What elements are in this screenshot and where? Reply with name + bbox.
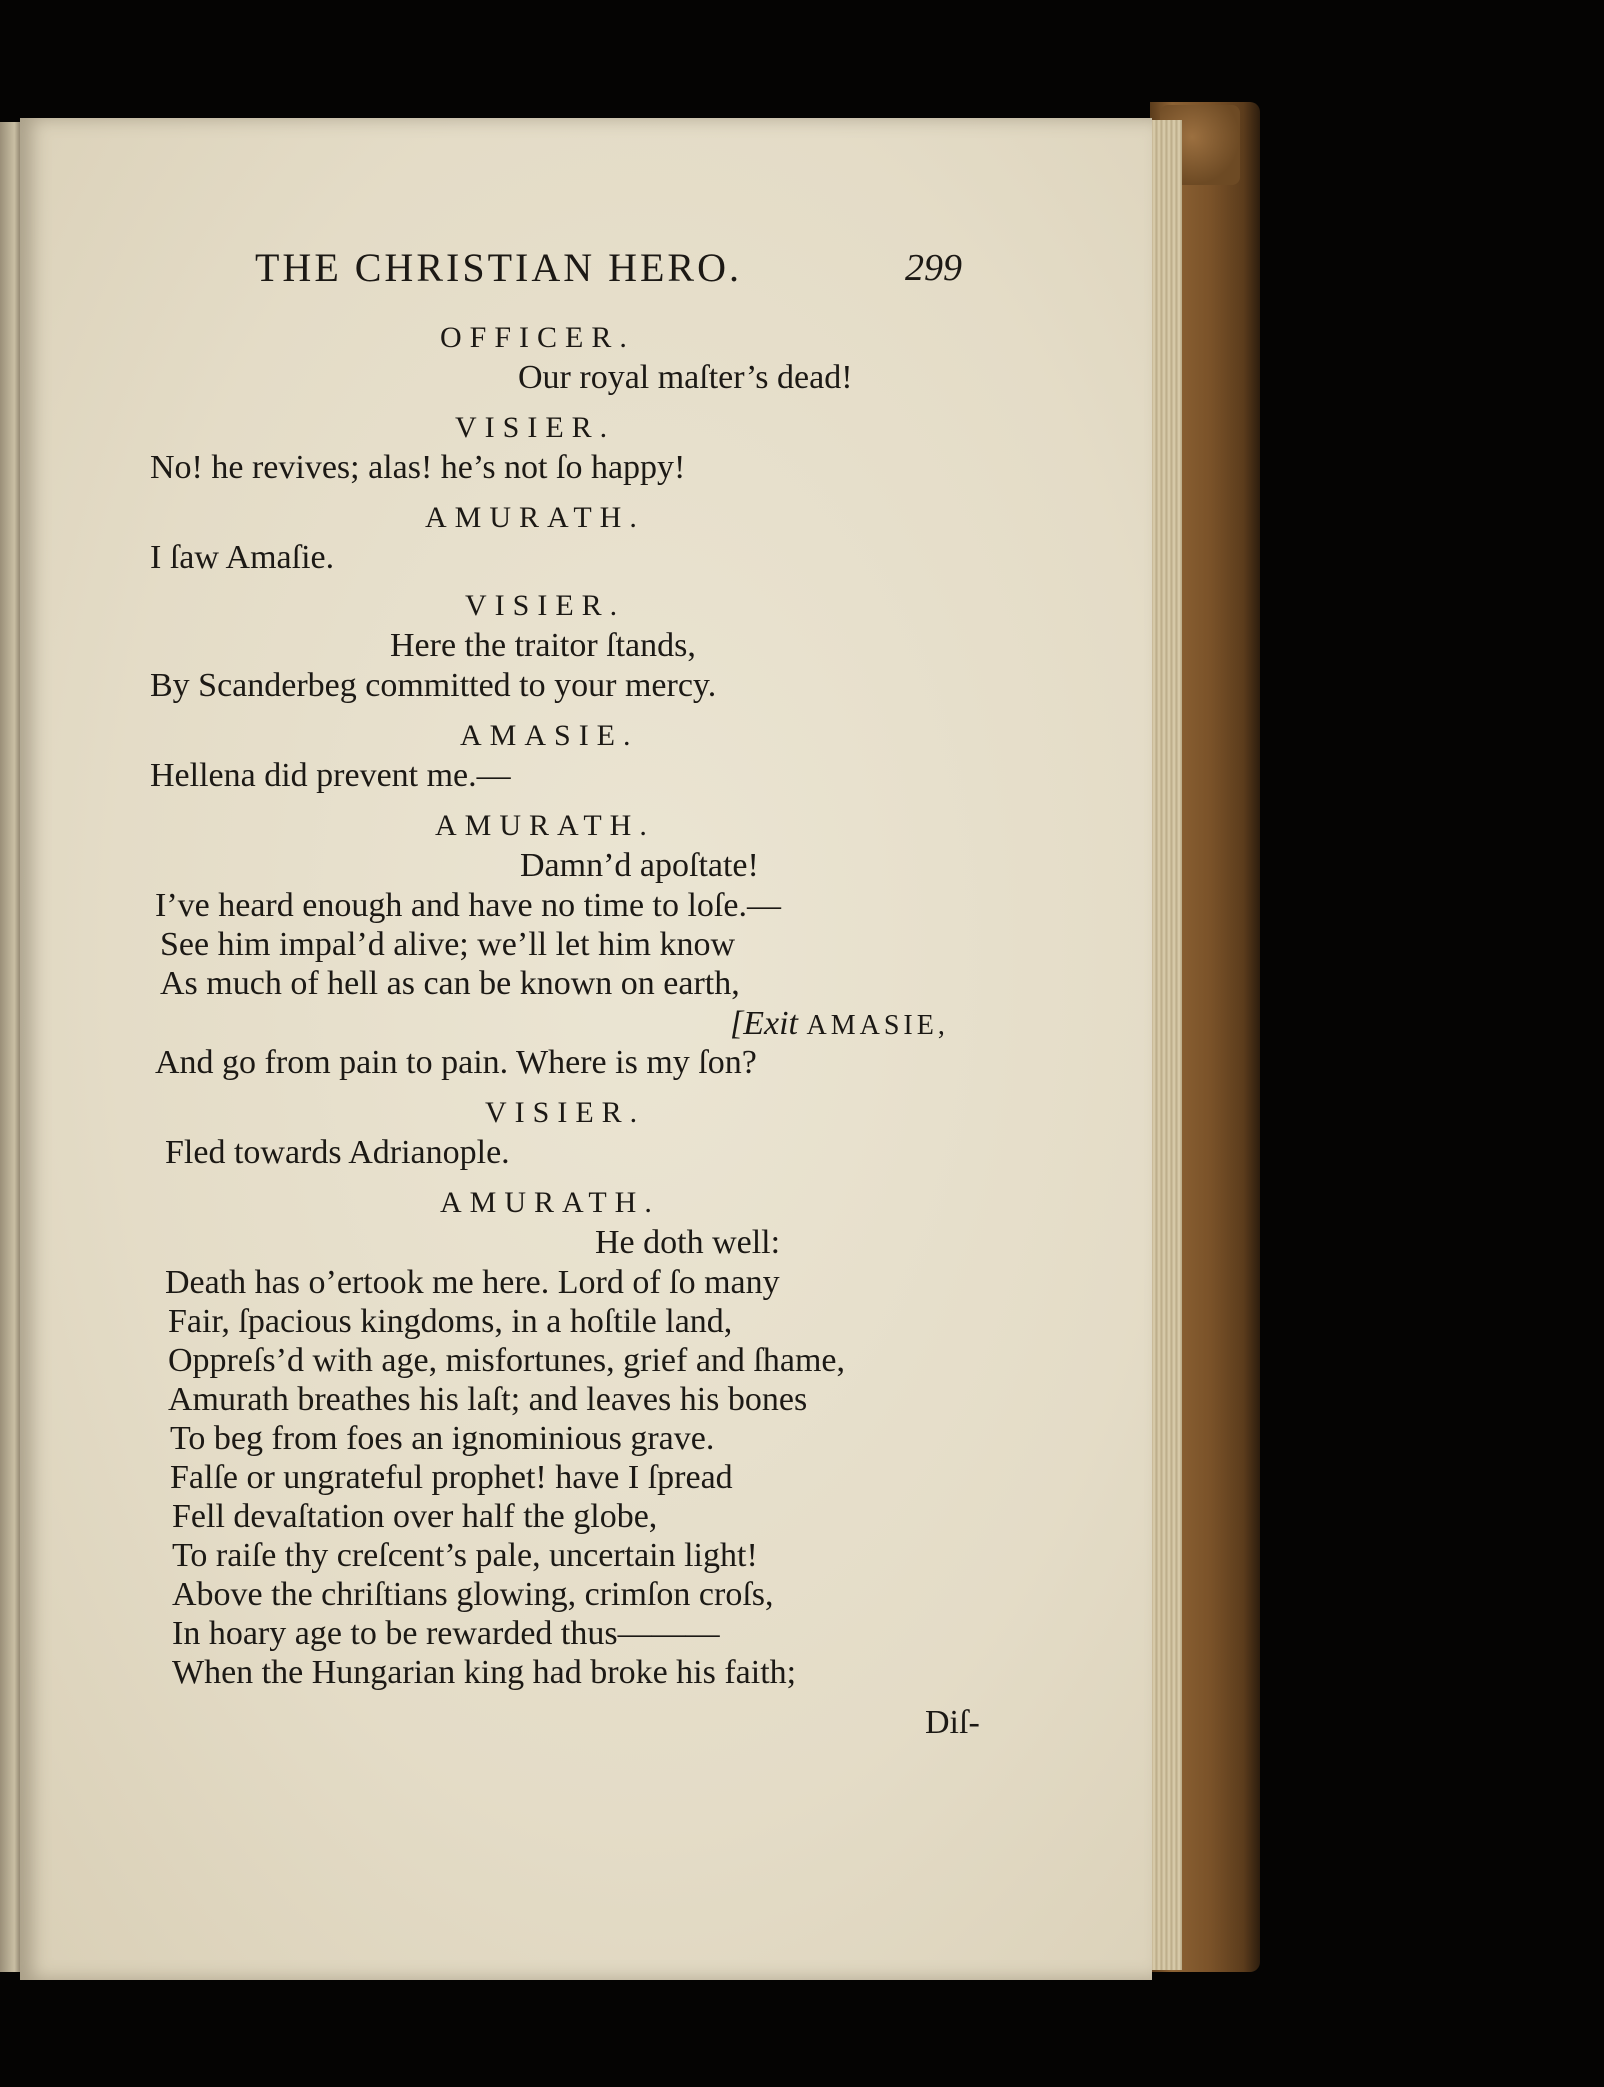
verse-line: To beg from foes an ignominious grave. — [170, 1420, 715, 1457]
running-title: THE CHRISTIAN HERO. — [255, 245, 742, 290]
verse-line: He doth well: — [595, 1224, 781, 1261]
stage-direction — [730, 1004, 949, 1046]
stage-direction-exit: [Exit — [730, 1005, 798, 1042]
verse-line: I’ve heard enough and have no time to loſe.— — [155, 887, 781, 924]
verse-line: Fair, ſpacious kingdoms, in a hoſtile land, — [168, 1303, 733, 1340]
verse-line: No! he revives; alas! he’s not ſo happy! — [150, 449, 686, 486]
verse-line: Hellena did prevent me.— — [150, 757, 511, 794]
verse-line: In hoary age to be rewarded thus——— — [172, 1615, 720, 1652]
verse-line: Amurath breathes his laſt; and leaves his bones — [168, 1381, 808, 1418]
verse-line: Fled towards Adrianople. — [165, 1134, 510, 1171]
verse-line: Our royal maſter’s dead! — [518, 359, 853, 396]
speaker-heading: AMASIE. — [460, 719, 639, 752]
verse-line: Fell devaſtation over half the globe, — [172, 1498, 658, 1535]
catchword: Diſ- — [925, 1704, 980, 1741]
verse-line: Falſe or ungrateful prophet! have I ſpread — [170, 1459, 733, 1496]
speaker-heading: AMURATH. — [425, 501, 645, 534]
speaker-heading: OFFICER. — [440, 321, 635, 354]
page-number: 299 — [905, 247, 962, 289]
verse-line: Damn’d apoſtate! — [520, 847, 759, 884]
verse-line: See him impal’d alive; we’ll let him know — [160, 926, 736, 963]
verse-line: By Scanderbeg committed to your mercy. — [150, 667, 717, 704]
book-page — [20, 118, 1152, 1980]
speaker-heading: AMURATH. — [435, 809, 655, 842]
verse-line: To raiſe thy creſcent’s pale, uncertain light! — [172, 1537, 758, 1574]
verse-line: Oppreſs’d with age, misfortunes, grief and ſhame, — [168, 1342, 845, 1379]
speaker-heading: AMURATH. — [440, 1186, 660, 1219]
verse-line: And go from pain to pain. Where is my ſon? — [155, 1044, 757, 1081]
verse-line: Above the chriſtians glowing, crimſon croſs, — [172, 1576, 774, 1613]
verse-line: As much of hell as can be known on earth, — [160, 965, 740, 1002]
page-edges — [1148, 120, 1182, 1970]
speaker-heading: VISIER. — [465, 589, 626, 622]
verse-line: Death has o’ertook me here. Lord of ſo many — [165, 1264, 780, 1301]
verse-line: When the Hungarian king had broke his faith; — [172, 1654, 797, 1691]
speaker-heading: VISIER. — [455, 411, 616, 444]
stage-direction-name: AMASIE, — [806, 1010, 949, 1041]
speaker-heading: VISIER. — [485, 1096, 646, 1129]
verse-line: Here the traitor ſtands, — [390, 627, 696, 664]
verse-line: I ſaw Amaſie. — [150, 539, 335, 576]
